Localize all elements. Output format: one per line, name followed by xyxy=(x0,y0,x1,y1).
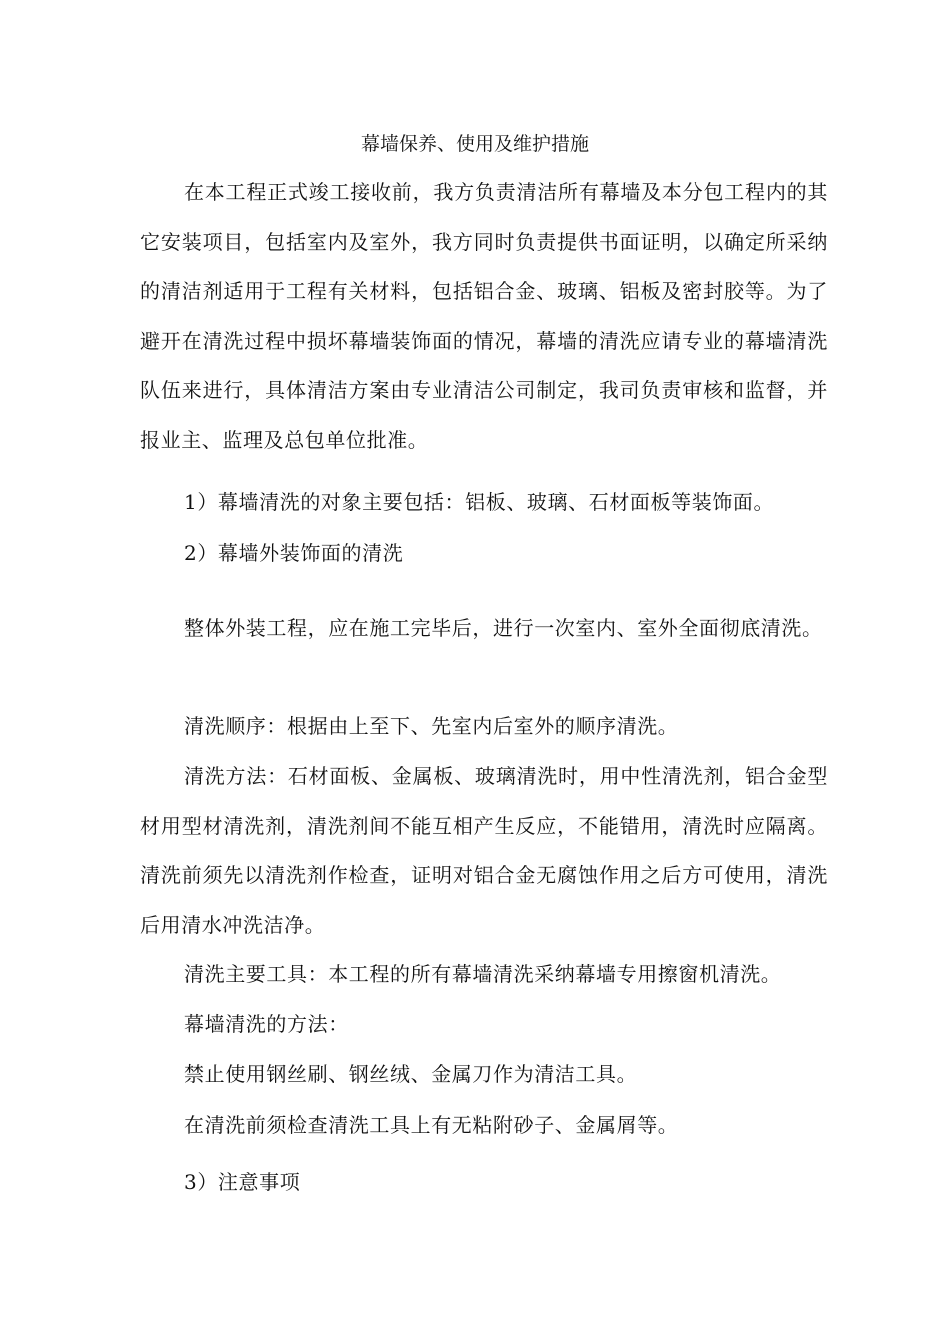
paragraph-cleaning-method: 清洗方法：石材面板、金属板、玻璃清洗时，用中性清洗剂，铝合金型材用型材清洗剂，清洗剂间不能互相产生反应，不能错用，清洗时应隔离。清洗前须先以清洗剂作检查，证明对铝合金无腐蚀作用之后方可使用，清洗后用清水冲洗洁净。 xyxy=(140,764,828,937)
paragraph-cleaning-order: 清洗顺序：根据由上至下、先室内后室外的顺序清洗。 xyxy=(184,714,679,738)
paragraph-forbidden-tools: 禁止使用钢丝刷、钢丝绒、金属刀作为清洁工具。 xyxy=(184,1062,638,1086)
paragraph-cleaning-tools: 清洗主要工具：本工程的所有幕墙清洗采纳幕墙专用擦窗机清洗。 xyxy=(184,962,782,986)
document-title: 幕墙保养、使用及维护措施 xyxy=(360,133,589,155)
paragraph-tool-inspection: 在清洗前须检查清洗工具上有无粘附砂子、金属屑等。 xyxy=(184,1113,679,1137)
paragraph-item-1: 1）幕墙清洗的对象主要包括：铝板、玻璃、石材面板等装饰面。 xyxy=(184,490,775,514)
paragraph-cleaning-approach: 幕墙清洗的方法： xyxy=(184,1012,349,1036)
paragraph-overall-cleaning: 整体外装工程，应在施工完毕后，进行一次室内、室外全面彻底清洗。 xyxy=(184,616,823,640)
paragraph-item-2: 2）幕墙外装饰面的清洗 xyxy=(184,541,404,565)
paragraph-intro: 在本工程正式竣工接收前，我方负责清洁所有幕墙及本分包工程内的其它安装项目，包括室内及室外，我方同时负责提供书面证明，以确定所采纳的清洁剂适用于工程有关材料，包括铝合金、玻璃、铝板及密封胶等。为了避开在清洗过程中损坏幕墙装饰面的情况，幕墙的清洗应请专业的幕墙清洗队伍来进行，具体清洁方案由专业清洁公司制定，我司负责审核和监督，并报业主、监理及总包单位批准。 xyxy=(140,180,828,452)
paragraph-item-3: 3）注意事项 xyxy=(184,1170,301,1194)
